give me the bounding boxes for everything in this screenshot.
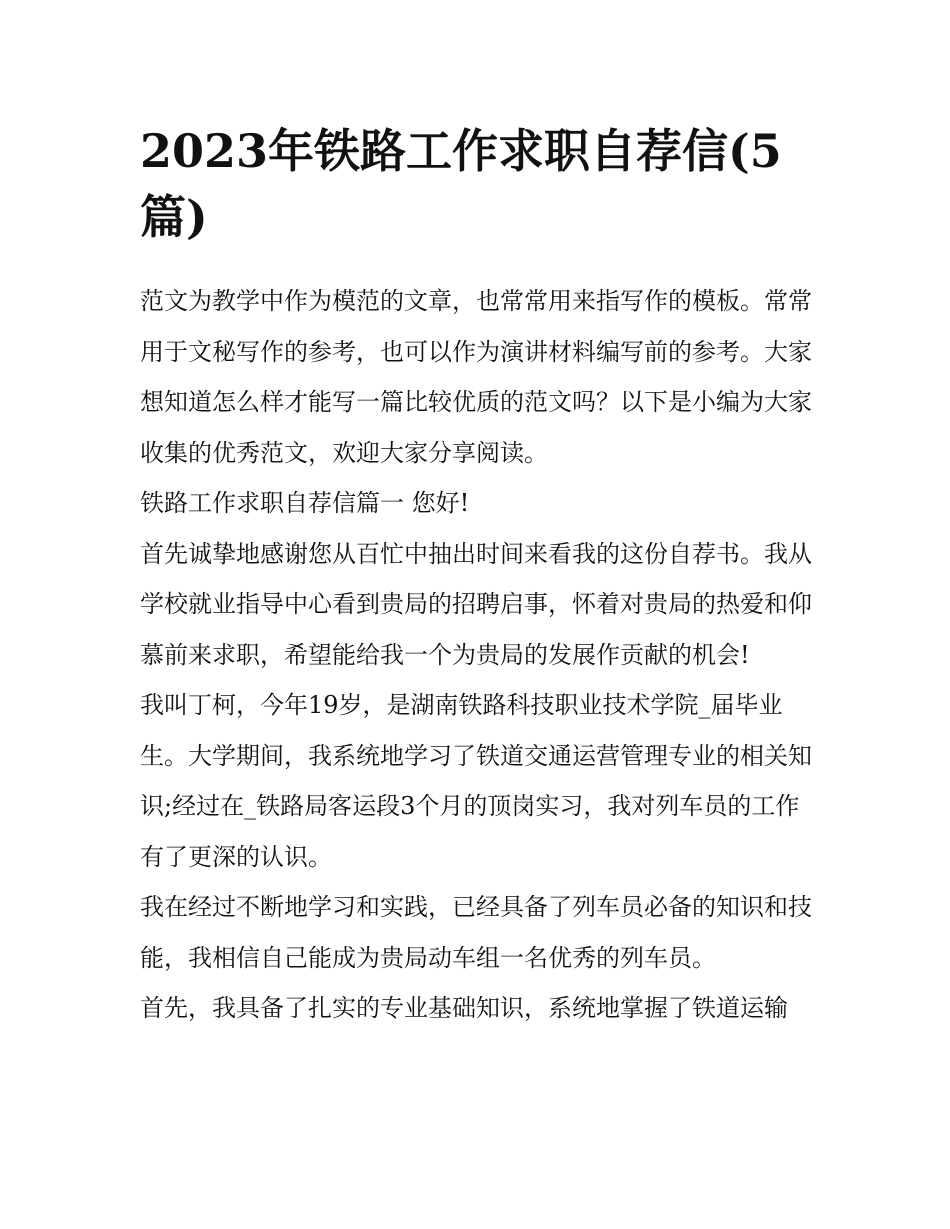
document-body [140, 276, 816, 1034]
paragraph-thanks: 首先诚挚地感谢您从百忙中抽出时间来看我的这份自荐书。我从学校就业指导中心看到贵局的招聘启事，怀着对贵局的热爱和仰慕前来求职，希望能给我一个为贵局的发展作贡献的机会! [140, 539, 812, 669]
document-title: 2023年铁路工作求职自荐信(5篇) [140, 124, 782, 244]
paragraph-intro: 范文为教学中作为模范的文章，也常常用来指写作的模板。常常用于文秘写作的参考，也可以作为演讲材料编写前的参考。大家想知道怎么样才能写一篇比较优质的范文吗？以下是小编为大家收集的优秀范文，欢迎大家分享阅读。 [140, 287, 812, 467]
paragraph-skills: 我在经过不断地学习和实践，已经具备了列车员必备的知识和技能，我相信自己能成为贵局动车组一名优秀的列车员。 [140, 893, 812, 972]
paragraph-letter-heading: 铁路工作求职自荐信篇一 您好! [140, 489, 470, 517]
paragraph-self-introduction: 我叫丁柯，今年19岁，是湖南铁路科技职业技术学院_届毕业生。大学期间，我系统地学习了铁道交通运营管理专业的相关知识;经过在_铁路局客运段3个月的顶岗实习，我对列车员的工作有了更深的认识。 [140, 691, 812, 871]
paragraph-first-point: 首先，我具备了扎实的专业基础知识，系统地掌握了铁道运输 [140, 994, 788, 1022]
